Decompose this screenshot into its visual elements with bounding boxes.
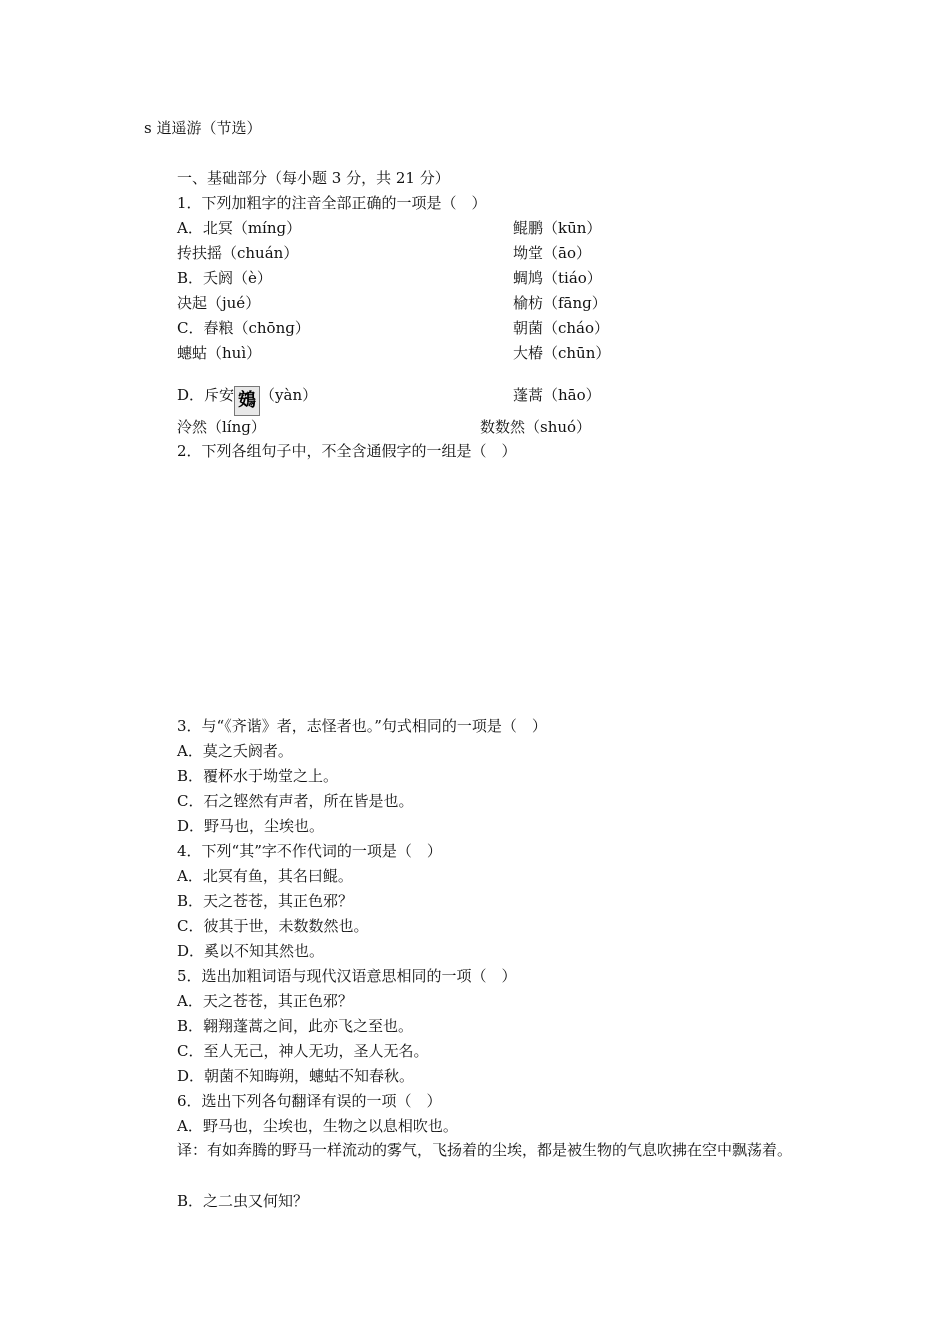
q1-stem: 1．下列加粗字的注音全部正确的一项是（ ） [177,194,487,212]
q1-option-d-pinyin: （yàn） [260,386,318,404]
q4-option-d: D．奚以不知其然也。 [177,942,325,960]
character-image: 鴳 [234,386,260,416]
q1-option-d-1 [177,380,317,416]
section-heading: 一、基础部分（每小题 3 分，共 21 分） [177,169,450,187]
q1-option-c-4: 大椿（chūn） [513,344,611,362]
q5-option-a: A．天之苍苍，其正色邪？ [177,992,353,1010]
q1-option-b-3: 决起（jué） [177,294,261,312]
q1-option-a-3: 抟扶摇（chuán） [177,244,299,262]
q2-stem: 2．下列各组句子中，不全含通假字的一组是（ ） [177,442,517,460]
q5-option-b: B．翱翔蓬蒿之间，此亦飞之至也。 [177,1017,414,1035]
q1-option-c-1: C．舂粮（chōnɡ） [177,319,310,337]
q5-stem: 5．选出加粗词语与现代汉语意思相同的一项（ ） [177,967,517,985]
q3-option-b: B．覆杯水于坳堂之上。 [177,767,339,785]
q1-option-c-3: 蟪蛄（huì） [177,344,262,362]
q3-stem: 3．与“《齐谐》者，志怪者也。”句式相同的一项是（ ） [177,717,547,735]
q1-option-d-4: 数数然（shuó） [480,418,592,436]
q1-option-b-2: 蜩鸠（tiáo） [513,269,602,287]
q4-option-a: A．北冥有鱼，其名曰鲲。 [177,867,353,885]
q6-option-b: B．之二虫又何知？ [177,1192,309,1210]
q6-option-a: A．野马也，尘埃也，生物之以息相吹也。 [177,1117,458,1135]
q1-option-a-2: 鲲鹏（kūn） [513,219,602,237]
q6-translation-text: 译：有如奔腾的野马一样流动的雾气，飞扬着的尘埃，都是被生物的气息吹拂在空中飘荡着。 [177,1141,793,1159]
q6-stem: 6．选出下列各句翻译有误的一项（ ） [177,1092,442,1110]
q1-option-c-2: 朝菌（cháo） [513,319,610,337]
q4-option-b: B．天之苍苍，其正色邪？ [177,892,354,910]
q1-option-a-1: A．北冥（mínɡ） [177,219,302,237]
q1-option-d-3: 泠然（línɡ） [177,418,266,436]
doc-title: s 逍遥游（节选） [144,119,262,137]
q3-option-c: C．石之铿然有声者，所在皆是也。 [177,792,414,810]
q1-option-d-text: D．斥安 [177,386,235,404]
q1-option-a-4: 坳堂（āo） [513,244,591,262]
q3-option-d: D．野马也，尘埃也。 [177,817,325,835]
q5-option-d: D．朝菌不知晦朔，蟪蛄不知春秋。 [177,1067,415,1085]
q4-stem: 4．下列“其”字不作代词的一项是（ ） [177,842,442,860]
q6-option-a-translation [144,1138,814,1163]
q1-option-b-1: B．夭阏（è） [177,269,272,287]
q1-option-d-2: 蓬蒿（hāo） [513,386,601,404]
q1-option-b-4: 榆枋（fānɡ） [513,294,607,312]
q5-option-c: C．至人无己，神人无功，圣人无名。 [177,1042,429,1060]
q4-option-c: C．彼其于世，未数数然也。 [177,917,369,935]
q3-option-a: A．莫之夭阏者。 [177,742,293,760]
